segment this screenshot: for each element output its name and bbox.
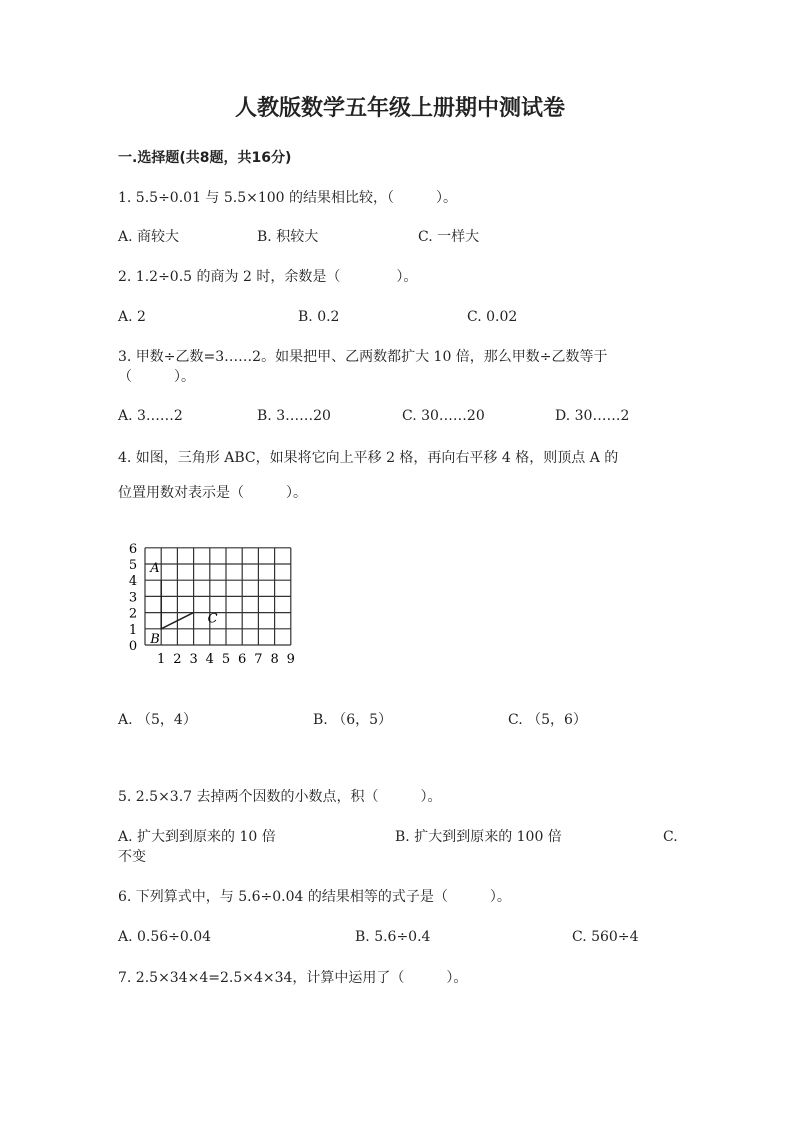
- x-tick-label: 6: [238, 652, 247, 667]
- option: B. 扩大到到原来的 100 倍: [395, 829, 562, 845]
- option: A. 2: [118, 309, 146, 325]
- option: C. （5，6）: [508, 712, 587, 728]
- x-tick-label: 3: [189, 652, 198, 667]
- option: C. 一样大: [418, 229, 480, 245]
- x-tick-label: 4: [205, 652, 214, 667]
- option: C. 0.02: [467, 309, 518, 325]
- option: A. （5，4）: [118, 712, 197, 728]
- option: B. 积较大: [257, 229, 319, 245]
- option: C. 560÷4: [572, 929, 639, 945]
- y-tick-label: 0: [128, 639, 138, 654]
- option: B. 0.2: [298, 309, 340, 325]
- option: B. 3……20: [257, 408, 331, 424]
- section-heading: 一.选择题(共8题，共16分): [118, 150, 292, 166]
- y-tick-label: 5: [128, 558, 138, 573]
- question-7: 7. 2.5×34×4=2.5×4×34，计算中运用了（ ）。: [118, 970, 468, 986]
- x-tick-label: 8: [270, 652, 279, 667]
- option: C. 30……20: [402, 408, 485, 424]
- option: B. （6，5）: [313, 712, 393, 728]
- y-tick-label: 1: [128, 622, 138, 638]
- x-tick-label: 2: [173, 652, 182, 667]
- question-6: 6. 下列算式中，与 5.6÷0.04 的结果相等的式子是（ ）。: [118, 889, 511, 905]
- question-4-line2: 位置用数对表示是（ ）。: [118, 485, 307, 501]
- option: A. 0.56÷0.04: [118, 929, 212, 945]
- x-tick-label: 5: [221, 652, 231, 667]
- question-3: 3. 甲数÷乙数=3……2。如果把甲、乙两数都扩大 10 倍，那么甲数÷乙数等于: [118, 349, 608, 365]
- vertex-label: B: [150, 631, 160, 647]
- page-title: 人教版数学五年级上册期中测试卷: [234, 96, 565, 121]
- option: A. 3……2: [118, 408, 183, 424]
- x-tick-label: 1: [157, 652, 166, 667]
- y-tick-label: 4: [128, 574, 138, 590]
- question-3-line2: （ ）。: [118, 369, 195, 385]
- question-5: 5. 2.5×3.7 去掉两个因数的小数点，积（ ）。: [118, 789, 442, 805]
- vertex-label: C: [207, 611, 218, 627]
- y-tick-label: 6: [128, 541, 138, 557]
- y-tick-label: 3: [128, 590, 138, 606]
- x-tick-label: 9: [286, 652, 295, 667]
- option: B. 5.6÷0.4: [355, 929, 431, 945]
- option-continuation: 不变: [118, 849, 146, 865]
- option: A. 商较大: [118, 229, 180, 245]
- vertex-label: A: [150, 561, 160, 577]
- question-4: 4. 如图，三角形 ABC，如果将它向上平移 2 格，再向右平移 4 格，则顶点 A 的: [118, 450, 619, 466]
- grid-figure: [125, 535, 315, 670]
- x-tick-label: 7: [254, 652, 263, 667]
- option: A. 扩大到到原来的 10 倍: [118, 829, 276, 845]
- y-tick-label: 2: [128, 606, 138, 622]
- question-1: 1. 5.5÷0.01 与 5.5×100 的结果相比较，（ ）。: [118, 190, 458, 206]
- option: D. 30……2: [555, 408, 630, 424]
- question-2: 2. 1.2÷0.5 的商为 2 时，余数是（ ）。: [118, 269, 418, 285]
- option: C.: [663, 829, 678, 845]
